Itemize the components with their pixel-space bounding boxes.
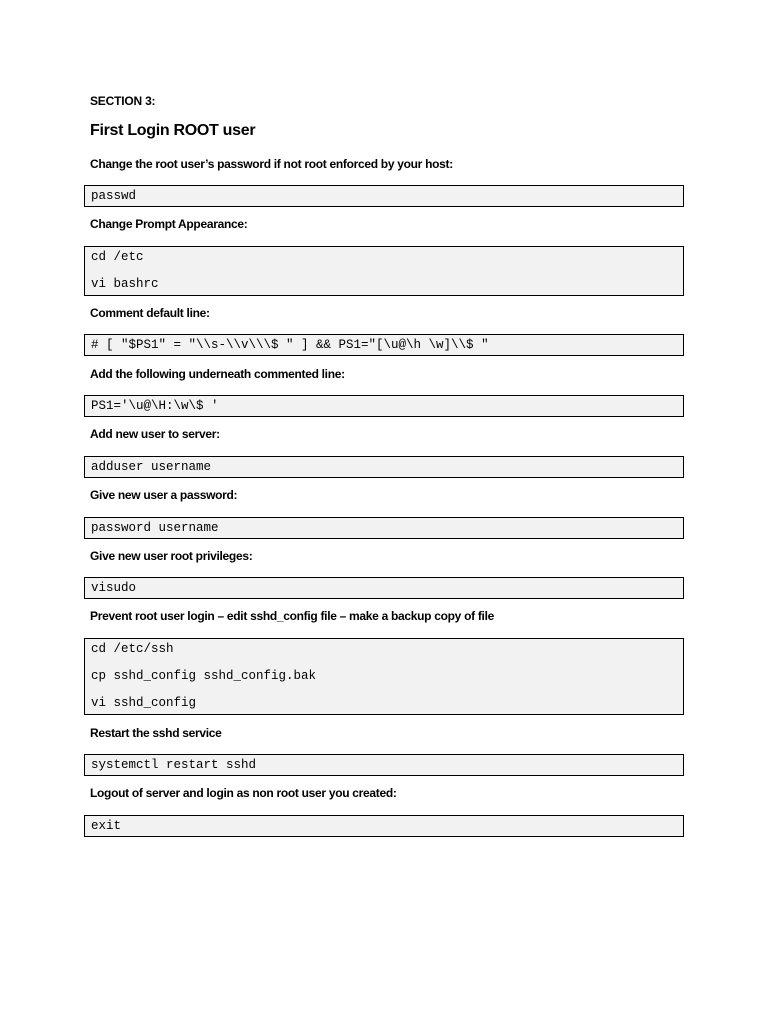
code-block bbox=[84, 246, 684, 296]
code-block bbox=[84, 185, 684, 207]
instruction-label: Add the following underneath commented line: bbox=[90, 367, 345, 381]
instruction-label: Comment default line: bbox=[90, 306, 210, 320]
code-line: adduser username bbox=[91, 460, 212, 474]
code-line: vi sshd_config bbox=[91, 696, 197, 710]
instruction-label: Restart the sshd service bbox=[90, 726, 222, 740]
code-line: cd /etc bbox=[91, 250, 144, 264]
code-line: PS1='\u@\H:\w\$ ' bbox=[91, 399, 219, 413]
code-line: exit bbox=[91, 819, 122, 833]
code-block bbox=[84, 754, 684, 776]
instruction-label: Prevent root user login – edit sshd_config file – make a backup copy of file bbox=[90, 609, 494, 623]
code-block bbox=[84, 456, 684, 478]
code-line: cd /etc/ssh bbox=[91, 642, 174, 656]
code-block bbox=[84, 638, 684, 715]
code-block bbox=[84, 815, 684, 837]
code-block bbox=[84, 334, 684, 356]
code-line: visudo bbox=[91, 581, 137, 595]
instruction-label: Give new user root privileges: bbox=[90, 549, 253, 563]
code-line: # [ "$PS1" = "\\s-\\v\\\$ " ] && PS1="[\u@\h \w]\\$ " bbox=[91, 338, 489, 352]
code-line: vi bashrc bbox=[91, 277, 159, 291]
code-line: passwd bbox=[91, 189, 137, 203]
section-label: SECTION 3: bbox=[90, 94, 156, 108]
code-line: cp sshd_config sshd_config.bak bbox=[91, 669, 317, 683]
code-block bbox=[84, 395, 684, 417]
instruction-label: Change the root user’s password if not root enforced by your host: bbox=[90, 157, 453, 171]
page-title: First Login ROOT user bbox=[90, 122, 256, 139]
instruction-label: Add new user to server: bbox=[90, 427, 220, 441]
code-line: systemctl restart sshd bbox=[91, 758, 257, 772]
instruction-label: Change Prompt Appearance: bbox=[90, 217, 248, 231]
instruction-label: Logout of server and login as non root user you created: bbox=[90, 786, 397, 800]
instruction-label: Give new user a password: bbox=[90, 488, 238, 502]
code-line: password username bbox=[91, 521, 219, 535]
code-block bbox=[84, 517, 684, 539]
code-block bbox=[84, 577, 684, 599]
